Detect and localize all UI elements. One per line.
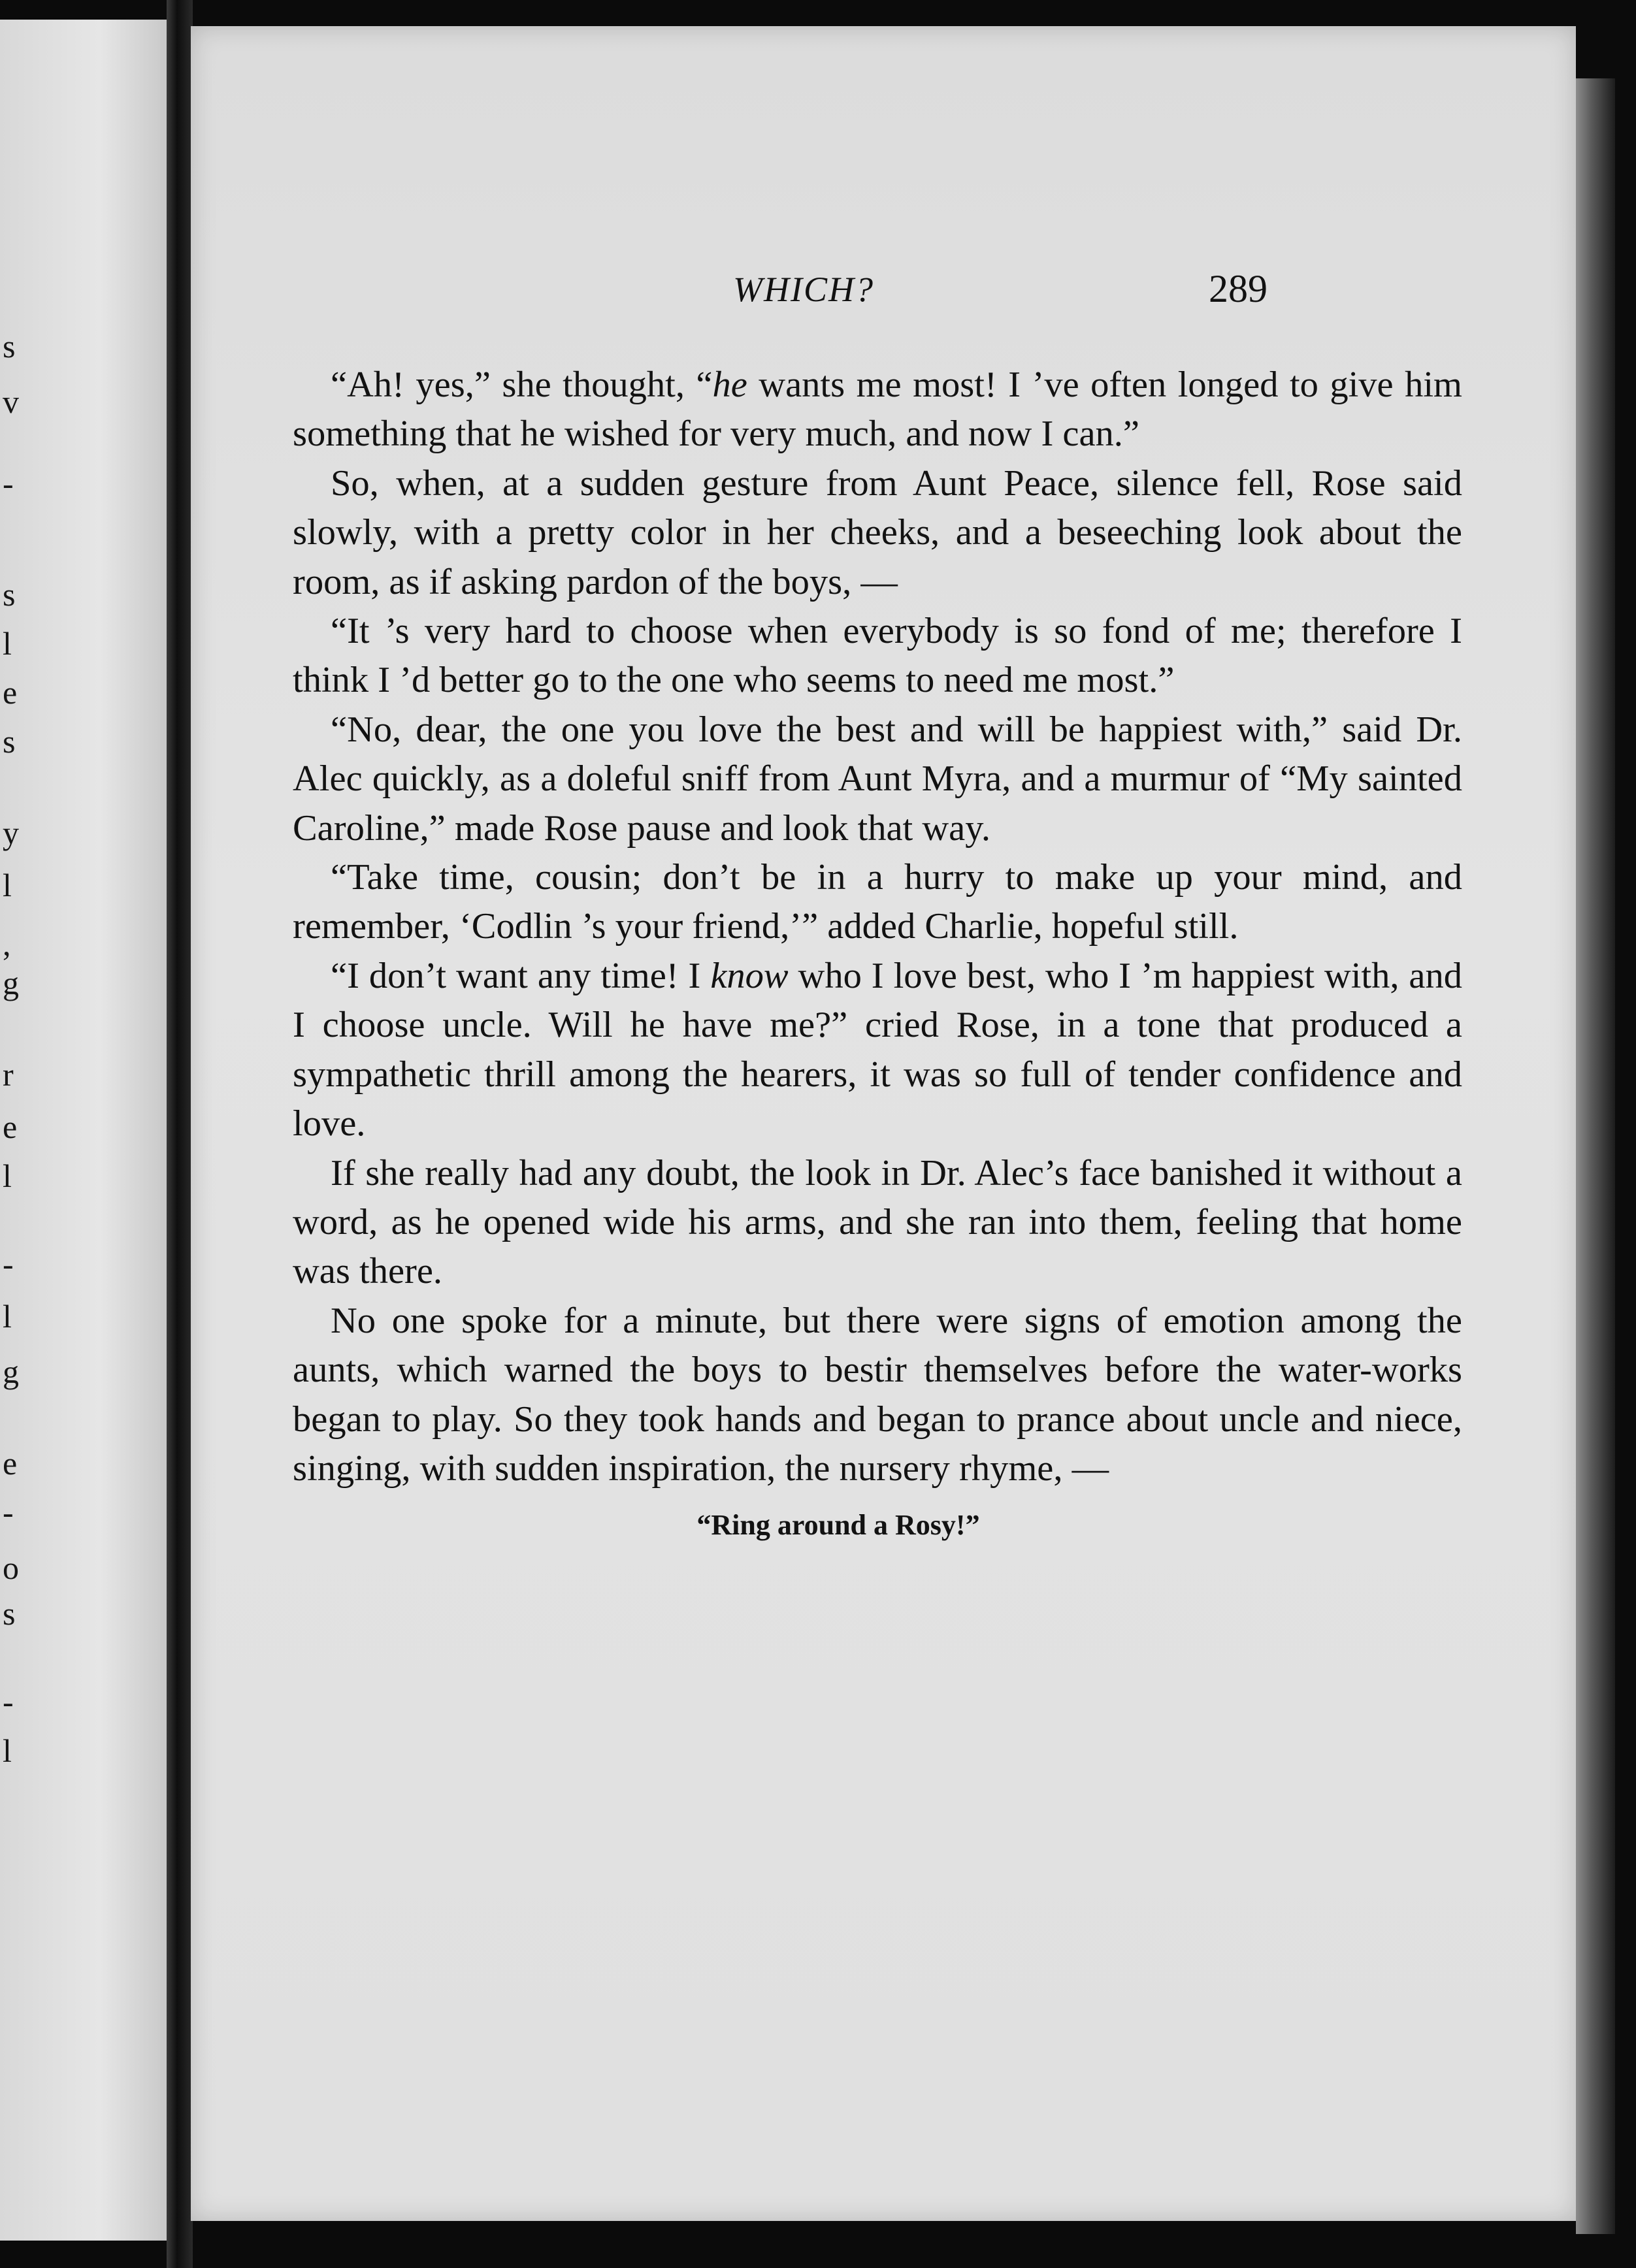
facing-page-character: - bbox=[3, 1246, 14, 1282]
facing-page-character: g bbox=[3, 965, 19, 1001]
facing-page-character: e bbox=[3, 1109, 18, 1145]
facing-page-character: , bbox=[3, 926, 11, 962]
facing-page-character: o bbox=[3, 1549, 19, 1586]
text-run: “Take time, cousin; don’t be in a hurry to make up your mind, and remember, ‘Codlin ’s your friend,’” added Charlie, hopeful still. bbox=[293, 857, 1462, 947]
paragraph bbox=[293, 1149, 1462, 1297]
facing-page-character: l bbox=[3, 625, 12, 662]
facing-page-character: e bbox=[3, 1445, 18, 1482]
text-run: “It ’s very hard to choose when everybody is so fond of me; therefore I think I ’d better go to the one who seems to need me most.” bbox=[293, 611, 1462, 701]
facing-page-character: l bbox=[3, 1732, 12, 1769]
paragraph bbox=[293, 361, 1462, 459]
text-run: So, when, at a sudden gesture from Aunt Peace, silence fell, Rose said slowly, with a pretty color in her cheeks, and a beseeching look about the room, as if asking pardon of the boys, — bbox=[293, 462, 1462, 602]
paragraph bbox=[293, 853, 1462, 952]
body-text bbox=[293, 361, 1462, 1555]
facing-page-character: g bbox=[3, 1353, 19, 1390]
facing-page-character: l bbox=[3, 1298, 12, 1335]
page-number: 289 bbox=[1209, 267, 1268, 310]
facing-page-character: - bbox=[3, 1494, 14, 1531]
facing-page-character: s bbox=[3, 576, 16, 613]
page-right-edge bbox=[1576, 78, 1615, 2234]
facing-page-character: r bbox=[3, 1056, 14, 1093]
facing-page-character: s bbox=[3, 1595, 16, 1632]
italic-text: know bbox=[710, 955, 789, 996]
facing-page-character: - bbox=[3, 465, 14, 502]
text-run: who I love best, who I ’m happiest with, and I choose uncle. Will he have me?” cried Rose, in a tone that produced a sympathetic thrill among the hearers, it was so full of tender confidence and love. bbox=[293, 955, 1462, 1144]
paragraph bbox=[293, 952, 1462, 1149]
facing-page-character: s bbox=[3, 328, 16, 364]
facing-page-character: l bbox=[3, 867, 12, 903]
text-run: “I don’t want any time! I bbox=[331, 955, 711, 996]
text-run: “Ah! yes,” she thought, “ bbox=[331, 364, 713, 405]
paragraph bbox=[293, 705, 1462, 853]
book-page bbox=[191, 26, 1576, 2221]
text-run: If she really had any doubt, the look in Dr. Alec’s face banished it without a word, as he opened wide his arms, and she ran into them, feeling that home was there. bbox=[293, 1152, 1462, 1292]
paragraph bbox=[293, 459, 1462, 607]
running-title: WHICH? bbox=[733, 270, 874, 309]
facing-page-character: v bbox=[3, 383, 19, 420]
facing-page-character: - bbox=[3, 1683, 14, 1720]
facing-page-margin-characters bbox=[0, 20, 26, 2241]
facing-page-character: l bbox=[3, 1158, 12, 1194]
facing-page-character: s bbox=[3, 723, 16, 760]
text-run: No one spoke for a minute, but there were signs of emotion among the aunts, which warned the boys to bestir themselves before the water-works began to play. So they took hands and began to prance about uncle and niece, singing, with sudden inspiration, the nursery rhyme, — bbox=[293, 1300, 1462, 1489]
facing-page-character: y bbox=[3, 815, 19, 851]
text-run: “No, dear, the one you love the best and will be happiest with,” said Dr. Alec quickly, as a doleful sniff from Aunt Myra, and a murmur of “My sainted Caroline,” made Rose pause and look that way. bbox=[293, 709, 1462, 849]
facing-page-edge bbox=[0, 20, 167, 2241]
verse-line: “Ring around a Rosy!” bbox=[696, 1509, 980, 1542]
italic-text: he bbox=[712, 364, 747, 405]
paragraph bbox=[293, 1297, 1462, 1494]
running-head bbox=[191, 269, 1576, 321]
text-run: wants me most! I ’ve often longed to give him something that he wished for very much, and now I can.” bbox=[293, 364, 1462, 455]
paragraph bbox=[293, 607, 1462, 705]
book-gutter bbox=[167, 0, 193, 2268]
facing-page-character: e bbox=[3, 674, 18, 711]
